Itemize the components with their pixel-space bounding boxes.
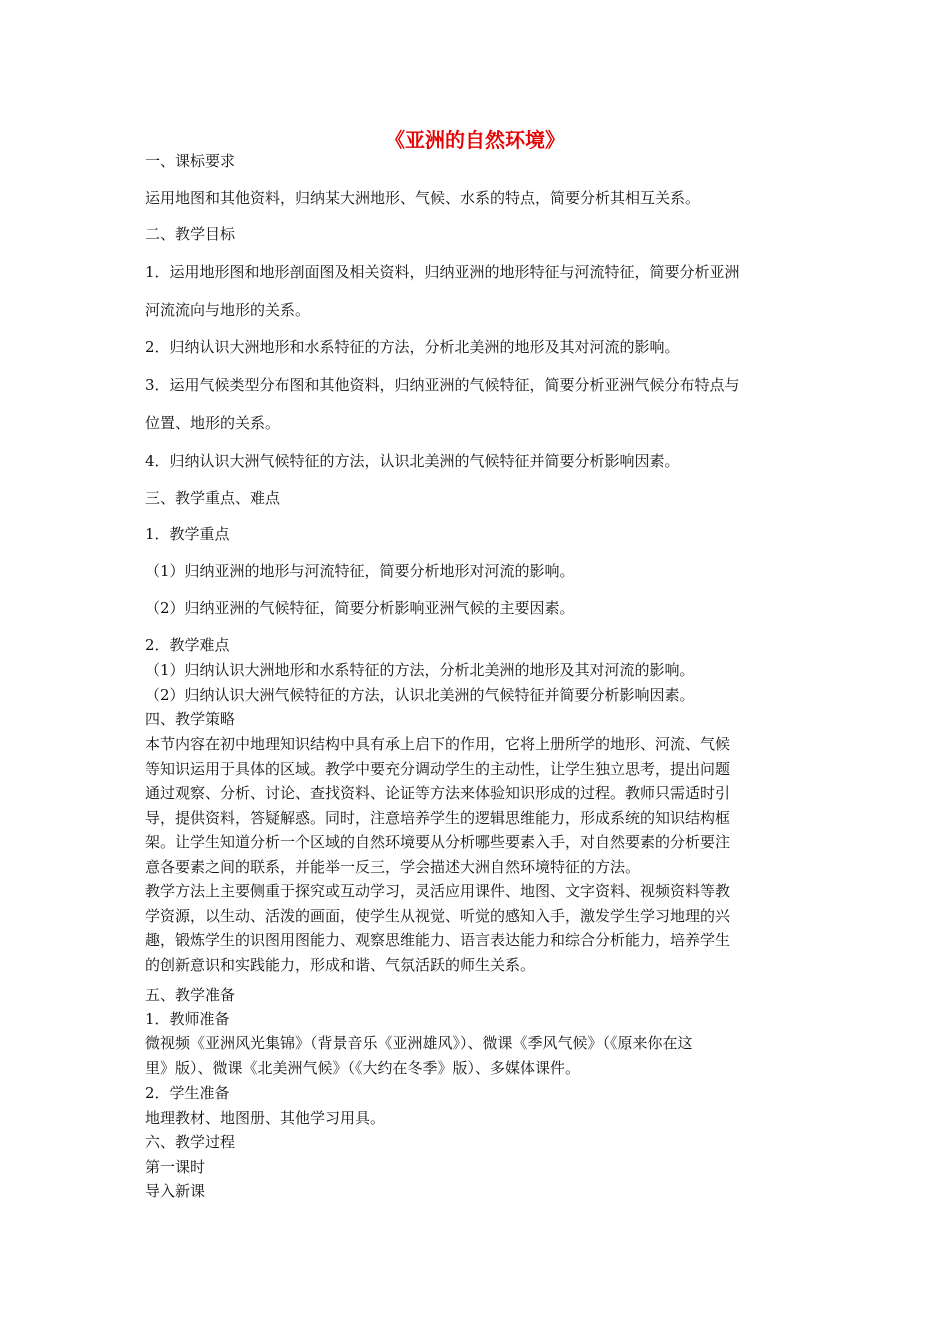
text-line: 等知识运用于具体的区域。教学中要充分调动学生的主动性，让学生独立思考，提出问题 [145,759,731,778]
document-title: 《亚洲的自然环境》 [385,128,565,152]
lesson-one-label: 第一课时 [145,1158,206,1176]
difficult-point-1: （1）归纳认识大洲地形和水系特征的方法，分析北美洲的地形及其对河流的影响。 [145,661,695,679]
section-heading-goals: 二、教学目标 [145,225,236,243]
goal-4: 4．归纳认识大洲气候特征的方法，认识北美洲的气候特征并简要分析影响因素。 [145,452,680,470]
intro-label: 导入新课 [145,1182,206,1200]
text-line: 导，提供资料，答疑解惑。同时，注意培养学生的逻辑思维能力，形成系统的知识结构框 [145,808,731,827]
strategy-paragraph-1 [145,732,810,879]
goal-1-line-2: 河流流向与地形的关系。 [145,301,311,319]
section-heading-preparation: 五、教学准备 [145,986,236,1004]
student-prep-heading: 2．学生准备 [145,1084,230,1102]
key-point-2: （2）归纳亚洲的气候特征，简要分析影响亚洲气候的主要因素。 [145,599,575,617]
goal-3-line-2: 位置、地形的关系。 [145,414,281,432]
text-line: 架。让学生知道分析一个区域的自然环境要从分析哪些要素入手，对自然要素的分析要注 [145,833,731,851]
text-line: 里》版）、微课《北美洲气候》（《大约在冬季》版）、多媒体课件。 [145,1058,581,1077]
text-line: 意各要素之间的联系，并能举一反三，学会描述大洲自然环境特征的方法。 [145,857,641,876]
strategy-paragraph-2 [145,879,810,977]
text-line: 微视频《亚洲风光集锦》（背景音乐《亚洲雄风》）、微课《季风气候》（《原来你在这 [145,1034,693,1052]
text-line: 的创新意识和实践能力，形成和谐、气氛活跃的师生关系。 [145,955,536,974]
key-point-1: （1）归纳亚洲的地形与河流特征，简要分析地形对河流的影响。 [145,562,575,580]
section-heading-key-points: 三、教学重点、难点 [145,489,281,507]
section-heading-strategy: 四、教学策略 [145,710,236,728]
section-heading-process: 六、教学过程 [145,1133,236,1151]
text-line: 教学方法上主要侧重于探究或互动学习，灵活应用课件、地图、文字资料、视频资料等教 [145,882,731,900]
standards-text: 运用地图和其他资料，归纳某大洲地形、气候、水系的特点，简要分析其相互关系。 [145,189,701,207]
teacher-prep-text [145,1031,810,1080]
key-points-heading: 1．教学重点 [145,525,230,543]
text-line: 趣，锻炼学生的识图用图能力、观察思维能力、语言表达能力和综合分析能力，培养学生 [145,931,731,949]
section-heading-standards: 一、课标要求 [145,152,236,170]
goal-1-line-1: 1．运用地形图和地形剖面图及相关资料，归纳亚洲的地形特征与河流特征，简要分析亚洲 [145,263,740,281]
text-line: 本节内容在初中地理知识结构中具有承上启下的作用，它将上册所学的地形、河流、气候 [145,735,731,753]
teacher-prep-heading: 1．教师准备 [145,1010,230,1028]
goal-2: 2．归纳认识大洲地形和水系特征的方法，分析北美洲的地形及其对河流的影响。 [145,338,680,356]
student-prep-text: 地理教材、地图册、其他学习用具。 [145,1109,386,1127]
text-line: 学资源，以生动、活泼的画面，使学生从视觉、听觉的感知入手，激发学生学习地理的兴 [145,906,731,925]
goal-3-line-1: 3．运用气候类型分布图和其他资料，归纳亚洲的气候特征，简要分析亚洲气候分布特点与 [145,376,740,394]
difficult-points-heading: 2．教学难点 [145,636,230,654]
text-line: 通过观察、分析、讨论、查找资料、论证等方法来体验知识形成的过程。教师只需适时引 [145,784,731,802]
difficult-point-2: （2）归纳认识大洲气候特征的方法，认识北美洲的气候特征并简要分析影响因素。 [145,686,695,704]
